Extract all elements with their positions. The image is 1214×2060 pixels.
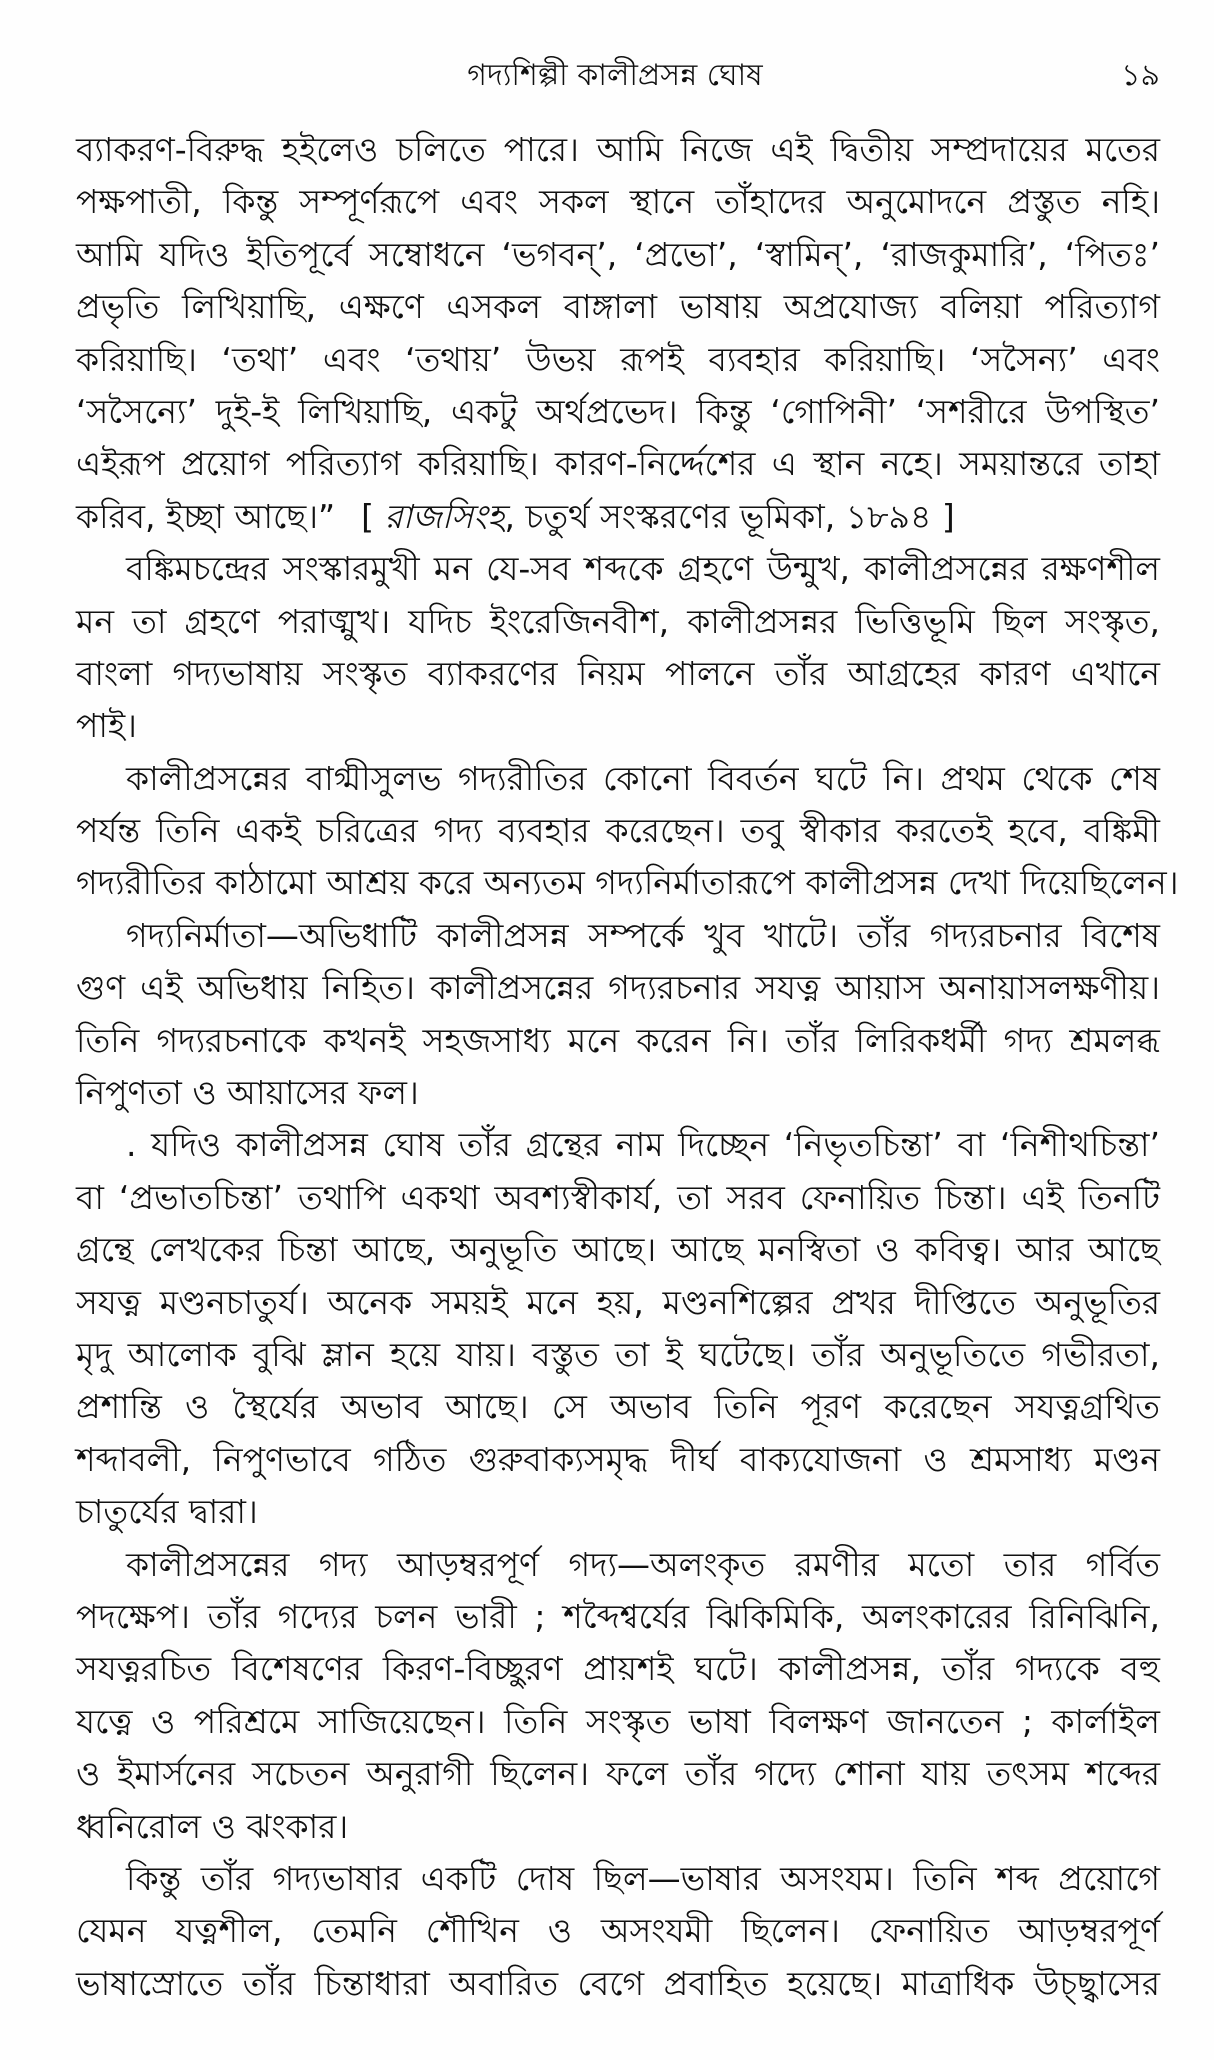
text-line: তিনি গদ্যরচনাকে কখনই সহজসাধ্য মনে করেন নি। তাঁর লিরিকধর্মী গদ্য শ্রমলব্ধ — [76, 1020, 1160, 1060]
text-line: মৃদু আলোক বুঝি ম্লান হয়ে যায়। বস্তুত তা ই ঘটেছে। তাঁর অনুভূতিতে গভীরতা, — [76, 1334, 1160, 1374]
text-line: ভাষাস্রোতে তাঁর চিন্তাধারা অবারিত বেগে প্রবাহিত হয়েছে। মাত্রাধিক উচ্ছ্বাসের — [76, 1963, 1160, 2003]
text-line: কালীপ্রসন্নের বাগ্মীসুলভ গদ্যরীতির কোনো বিবর্তন ঘটে নি। প্রথম থেকে শেষ — [126, 758, 1160, 798]
text-line: চাতুর্যের দ্বারা। — [76, 1492, 258, 1532]
text-line: যেমন যত্নশীল, তেমনি শৌখিন ও অসংযমী ছিলেন। ফেনায়িত আড়ম্বরপূর্ণ — [76, 1911, 1160, 1951]
text-line: করিয়াছি। ‘তথা’ এবং ‘তথায়’ উভয় রূপই ব্যবহার করিয়াছি। ‘সসৈন্য’ এবং — [76, 339, 1160, 379]
paragraph — [76, 910, 1160, 1120]
quote-end: করিব, ইচ্ছা আছে।” — [76, 496, 336, 536]
text-line: বা ‘প্রভাতচিন্তা’ তথাপি একথা অবশ্যস্বীকার্য, তা সরব ফেনায়িত চিন্তা। এই তিনটি — [76, 1177, 1160, 1217]
text-line: গ্রন্থে লেখকের চিন্তা আছে, অনুভূতি আছে। আছে মনস্বিতা ও কবিত্ব। আর আছে — [76, 1230, 1160, 1270]
text-line: . যদিও কালীপ্রসন্ন ঘোষ তাঁর গ্রন্থের নাম দিচ্ছেন ‘নিভৃতচিন্তা’ বা ‘নিশীথচিন্তা’ — [126, 1125, 1160, 1165]
text-line: ব্যাকরণ-বিরুদ্ধ হইলেও চলিতে পারে। আমি নিজে এই দ্বিতীয় সম্প্রদায়ের মতের — [76, 130, 1160, 169]
text-line: যত্নে ও পরিশ্রমে সাজিয়েছেন। তিনি সংস্কৃত ভাষা বিলক্ষণ জানতেন ; কার্লাইল — [76, 1701, 1160, 1741]
text-line: পাই। — [76, 706, 137, 746]
text-line: মন তা গ্রহণে পরাঙ্মুখ। যদিচ ইংরেজিনবীশ, কালীপ্রসন্নর ভিত্তিভূমি ছিল সংস্কৃত, — [76, 601, 1160, 641]
citation-title: রাজসিংহ — [384, 496, 505, 536]
running-header — [0, 52, 1214, 100]
text-line: প্রভৃতি লিখিয়াছি, এক্ষণে এসকল বাঙ্গালা ভাষায় অপ্রযোজ্য বলিয়া পরিত্যাগ — [76, 287, 1160, 327]
text-line: শব্দাবলী, নিপুণভাবে গঠিত গুরুবাক্যসমৃদ্ধ দীর্ঘ বাক্যযোজনা ও শ্রমসাধ্য মণ্ডন — [76, 1439, 1160, 1479]
text-line: প্রশান্তি ও স্থৈর্যের অভাব আছে। সে অভাব তিনি পূরণ করেছেন সযত্নগ্রথিত — [76, 1387, 1160, 1427]
text-line: বঙ্কিমচন্দ্রের সংস্কারমুখী মন যে-সব শব্দকে গ্রহণে উন্মুখ, কালীপ্রসন্নের রক্ষণশীল — [126, 549, 1160, 589]
paragraph — [76, 1853, 1160, 2010]
citation-close-bracket: ] — [931, 496, 955, 536]
text-line: গুণ এই অভিধায় নিহিত। কালীপ্রসন্নের গদ্যরচনার সযত্ন আয়াস অনায়াসলক্ষণীয়। — [76, 968, 1160, 1008]
text-line: কিন্তু তাঁর গদ্যভাষার একটি দোষ ছিল—ভাষার অসংযম। তিনি শব্দ প্রয়োগে — [126, 1858, 1160, 1898]
text-line: ‘সসৈন্যে’ দুই-ই লিখিয়াছি, একটু অর্থপ্রভেদ। কিন্তু ‘গোপিনী’ ‘সশরীরে উপস্থিত’ — [76, 391, 1160, 431]
text-line: পদক্ষেপ। তাঁর গদ্যের চলন ভারী ; শব্দৈশ্বর্যের ঝিকিমিকি, অলংকারের রিনিঝিনি, — [76, 1596, 1160, 1636]
text-line: এইরূপ প্রয়োগ পরিত্যাগ করিয়াছি। কারণ-নির্দ্দেশের এ স্থান নহে। সময়ান্তরে তাহা — [76, 444, 1160, 484]
text-line: গদ্যরীতির কাঠামো আশ্রয় করে অন্যতম গদ্যনির্মাতারূপে কালীপ্রসন্ন দেখা দিয়েছিলেন। — [76, 863, 1179, 903]
text-line: কালীপ্রসন্নের গদ্য আড়ম্বরপূর্ণ গদ্য—অলংকৃত রমণীর মতো তার গর্বিত — [126, 1544, 1160, 1584]
text-line: পক্ষপাতী, কিন্তু সম্পূর্ণরূপে এবং সকল স্থানে তাঁহাদের অনুমোদনে প্রস্তুত নহি। — [76, 182, 1160, 222]
page-number: ১৯ — [1121, 58, 1160, 93]
text-line: সযত্নরচিত বিশেষণের কিরণ-বিচ্ছুরণ প্রায়শই ঘটে। কালীপ্রসন্ন, তাঁর গদ্যকে বহু — [76, 1649, 1160, 1689]
paragraph — [76, 1119, 1160, 1538]
running-header-title: গদ্যশিল্পী কালীপ্রসন্ন ঘোষ — [467, 58, 763, 93]
citation-open-bracket: [ — [361, 496, 385, 536]
paragraph — [76, 753, 1179, 910]
text-line: ধ্বনিরোল ও ঝংকার। — [76, 1806, 349, 1846]
citation-details: , চতুর্থ সংস্করণের ভূমিকা, ১৮৯৪ — [504, 496, 932, 536]
citation — [361, 497, 955, 536]
text-line: বাংলা গদ্যভাষায় সংস্কৃত ব্যাকরণের নিয়ম পালনে তাঁর আগ্রহের কারণ এখানে — [76, 653, 1160, 693]
text-line: আমি যদিও ইতিপূর্বে সম্বোধনে ‘ভগবন্’, ‘প্রভো’, ‘স্বামিন্’, ‘রাজকুমারি’, ‘পিতঃ’ — [76, 234, 1160, 274]
text-line: ও ইমার্সনের সচেতন অনুরাগী ছিলেন। ফলে তাঁর গদ্যে শোনা যায় তৎসম শব্দের — [76, 1754, 1160, 1794]
text-line: সযত্ন মণ্ডনচাতুর্য। অনেক সময়ই মনে হয়, মণ্ডনশিল্পের প্রখর দীপ্তিতে অনুভূতির — [76, 1282, 1160, 1322]
text-line: পর্যন্ত তিনি একই চরিত্রের গদ্য ব্যবহার করেছেন। তবু স্বীকার করতেই হবে, বঙ্কিমী — [76, 811, 1160, 851]
quoted-passage — [76, 124, 1160, 543]
text-line — [76, 491, 1160, 543]
text-line: গদ্যনির্মাতা—অভিধাটি কালীপ্রসন্ন সম্পর্কে খুব খাটে। তাঁর গদ্যরচনার বিশেষ — [126, 915, 1160, 955]
paragraph — [76, 543, 1160, 753]
paragraph — [76, 1539, 1160, 1853]
body-text — [76, 124, 1179, 2010]
text-line: নিপুণতা ও আয়াসের ফল। — [76, 1073, 419, 1113]
